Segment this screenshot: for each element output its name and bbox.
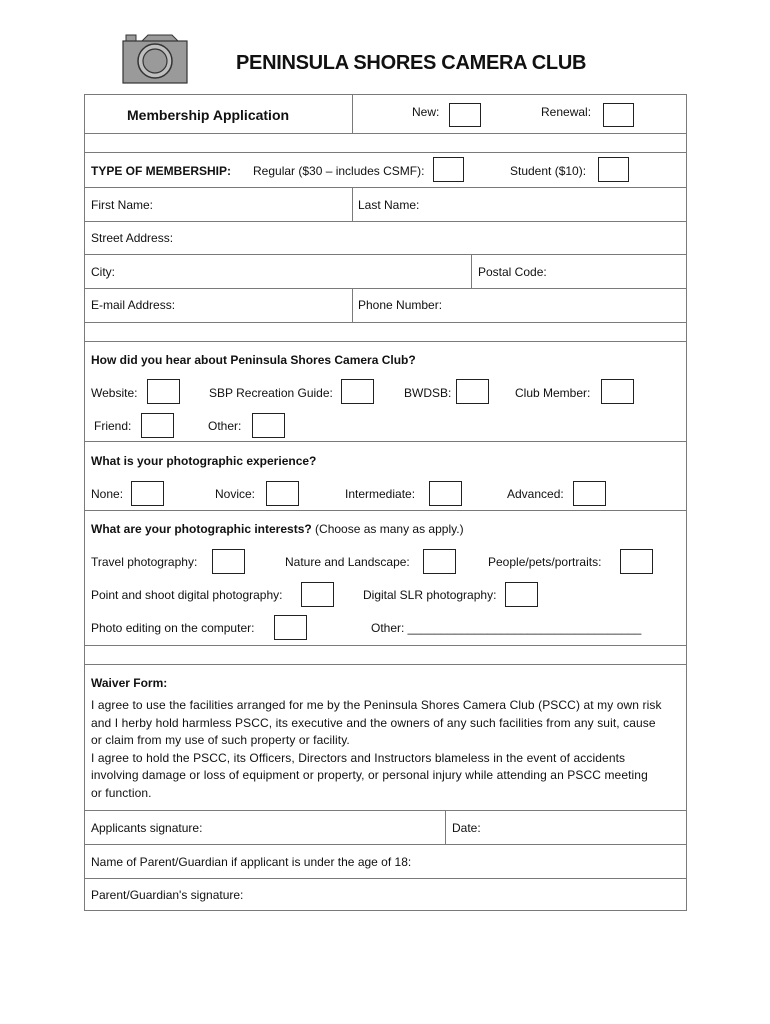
- intermediate-label: Intermediate:: [345, 487, 416, 501]
- people-label: People/pets/portraits:: [488, 555, 602, 569]
- club-member-label: Club Member:: [515, 386, 591, 400]
- street-address-field[interactable]: Street Address:: [91, 231, 174, 245]
- sbp-label: SBP Recreation Guide:: [209, 386, 333, 400]
- date-field[interactable]: Date:: [452, 821, 481, 835]
- guardian-name-field[interactable]: Name of Parent/Guardian if applicant is under the age of 18:: [91, 855, 412, 869]
- renewal-checkbox[interactable]: [603, 103, 634, 127]
- website-checkbox[interactable]: [147, 379, 180, 404]
- interests-question: What are your photographic interests?: [91, 522, 312, 536]
- waiver-line: I agree to hold the PSCC, its Officers, Directors and Instructors blameless in the event of accidents: [91, 750, 626, 765]
- waiver-line: or function.: [91, 785, 152, 800]
- phone-field[interactable]: Phone Number:: [358, 298, 443, 312]
- postal-code-field[interactable]: Postal Code:: [478, 265, 547, 279]
- waiver-heading: Waiver Form:: [91, 676, 168, 690]
- last-name-field[interactable]: Last Name:: [358, 198, 420, 212]
- nature-checkbox[interactable]: [423, 549, 456, 574]
- email-field[interactable]: E-mail Address:: [91, 298, 176, 312]
- bwdsb-checkbox[interactable]: [456, 379, 489, 404]
- travel-checkbox[interactable]: [212, 549, 245, 574]
- other-checkbox[interactable]: [252, 413, 285, 438]
- camera-icon: [122, 34, 188, 84]
- editing-label: Photo editing on the computer:: [91, 621, 255, 635]
- point-shoot-checkbox[interactable]: [301, 582, 334, 607]
- other-label: Other:: [208, 419, 242, 433]
- page-title: PENINSULA SHORES CAMERA CLUB: [236, 52, 587, 74]
- interests-question-row: [91, 522, 464, 536]
- applicant-signature-field[interactable]: Applicants signature:: [91, 821, 203, 835]
- waiver-text: [91, 697, 681, 803]
- advanced-checkbox[interactable]: [573, 481, 606, 506]
- application-heading: Membership Application: [127, 107, 290, 123]
- none-label: None:: [91, 487, 124, 501]
- point-shoot-label: Point and shoot digital photography:: [91, 588, 283, 602]
- friend-checkbox[interactable]: [141, 413, 174, 438]
- renewal-label: Renewal:: [541, 105, 592, 119]
- nature-label: Nature and Landscape:: [285, 555, 410, 569]
- student-label: Student ($10):: [510, 164, 587, 178]
- waiver-line: involving damage or loss of equipment or property, or personal injury while attending an PSCC meeting: [91, 768, 648, 783]
- city-field[interactable]: City:: [91, 265, 115, 279]
- first-name-field[interactable]: First Name:: [91, 198, 154, 212]
- membership-form: [84, 94, 687, 911]
- interests-other-field[interactable]: Other: ___________________________________: [371, 621, 642, 635]
- friend-label: Friend:: [94, 419, 132, 433]
- new-checkbox[interactable]: [449, 103, 481, 127]
- novice-label: Novice:: [215, 487, 256, 501]
- travel-label: Travel photography:: [91, 555, 198, 569]
- website-label: Website:: [91, 386, 138, 400]
- experience-question: What is your photographic experience?: [91, 454, 317, 468]
- waiver-line: or claim from my use of such property or facility.: [91, 733, 350, 748]
- editing-checkbox[interactable]: [274, 615, 307, 640]
- intermediate-checkbox[interactable]: [429, 481, 462, 506]
- sbp-checkbox[interactable]: [341, 379, 374, 404]
- referral-question: How did you hear about Peninsula Shores Camera Club?: [91, 353, 416, 367]
- bwdsb-label: BWDSB:: [404, 386, 452, 400]
- novice-checkbox[interactable]: [266, 481, 299, 506]
- regular-checkbox[interactable]: [433, 157, 464, 182]
- student-checkbox[interactable]: [598, 157, 629, 182]
- interests-note: (Choose as many as apply.): [315, 522, 464, 536]
- waiver-line: and I herby hold harmless PSCC, its executive and the owners of any such facilities from any suit, cause: [91, 715, 656, 730]
- slr-checkbox[interactable]: [505, 582, 538, 607]
- regular-label: Regular ($30 – includes CSMF):: [253, 164, 425, 178]
- advanced-label: Advanced:: [507, 487, 564, 501]
- guardian-signature-field[interactable]: Parent/Guardian's signature:: [91, 888, 244, 902]
- waiver-line: I agree to use the facilities arranged for me by the Peninsula Shores Camera Club (PSCC) at my own risk: [91, 698, 662, 712]
- none-checkbox[interactable]: [131, 481, 164, 506]
- new-label: New:: [412, 105, 440, 119]
- slr-label: Digital SLR photography:: [363, 588, 497, 602]
- club-member-checkbox[interactable]: [601, 379, 634, 404]
- membership-type-label: TYPE OF MEMBERSHIP:: [91, 164, 232, 178]
- people-checkbox[interactable]: [620, 549, 653, 574]
